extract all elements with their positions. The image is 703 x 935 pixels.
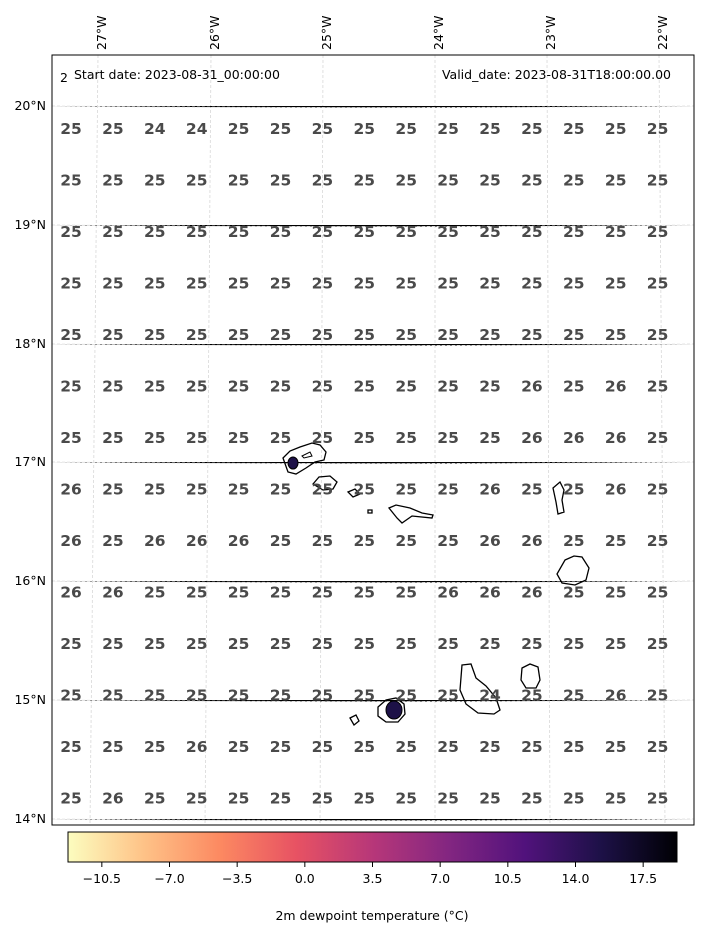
grid-value: 25 — [604, 274, 627, 293]
grid-value: 25 — [269, 171, 292, 190]
grid-value: 25 — [185, 223, 208, 241]
grid-value: 25 — [269, 326, 292, 344]
lon-tick: 27°W — [94, 15, 109, 50]
grid-value: 25 — [144, 274, 166, 293]
grid-value: 25 — [185, 686, 208, 705]
grid-value: 25 — [437, 429, 459, 447]
colorbar-tick-label: 17.5 — [629, 871, 658, 886]
grid-value: 25 — [60, 120, 82, 138]
grid-value: 24 — [479, 686, 501, 705]
grid-value: 25 — [479, 429, 501, 447]
colorbar — [68, 832, 677, 862]
grid-value: 26 — [521, 532, 543, 550]
grid-value: 25 — [60, 686, 82, 705]
grid-value: 25 — [479, 120, 501, 138]
grid-value: 25 — [646, 532, 669, 550]
grid-value: 25 — [102, 532, 124, 550]
start-date-label: Start date: 2023-08-31_00:00:00 — [74, 67, 280, 82]
grid-value: 25 — [437, 223, 459, 241]
grid-value: 25 — [563, 326, 585, 344]
grid-value: 25 — [102, 480, 124, 499]
grid-value: 25 — [60, 377, 82, 396]
grid-value: 25 — [646, 171, 669, 190]
colorbar-tick-label: 14.0 — [561, 871, 590, 886]
longitude-labels — [94, 15, 670, 50]
grid-value: 26 — [479, 480, 501, 499]
grid-value: 25 — [144, 429, 166, 447]
grid-value: 25 — [311, 429, 334, 447]
grid-value: 25 — [144, 686, 166, 705]
contour-high-santo-antao — [288, 457, 298, 469]
grid-value: 25 — [269, 583, 292, 602]
grid-value: 25 — [437, 480, 459, 499]
grid-value: 25 — [437, 120, 459, 138]
grid-value: 25 — [185, 429, 208, 447]
colorbar-tick-label: −7.0 — [154, 871, 185, 886]
grid-value: 25 — [60, 223, 82, 241]
grid-value: 25 — [521, 480, 543, 499]
grid-value: 25 — [395, 326, 417, 344]
grid-value: 25 — [395, 686, 417, 705]
lat-tick: 20°N — [14, 98, 46, 113]
grid-value: 25 — [227, 326, 250, 344]
grid-value: 25 — [144, 738, 166, 756]
grid-value: 25 — [437, 326, 459, 344]
grid-value: 25 — [102, 429, 124, 447]
grid-value: 26 — [521, 377, 543, 396]
grid-value: 25 — [563, 223, 585, 241]
grid-value: 25 — [646, 738, 669, 756]
grid-value: 25 — [395, 223, 417, 241]
grid-value: 25 — [604, 326, 627, 344]
grid-value: 25 — [60, 429, 82, 447]
grid-value: 25 — [479, 738, 501, 756]
grid-value: 26 — [102, 583, 124, 602]
grid-value: 25 — [269, 789, 292, 808]
grid-value: 25 — [353, 789, 376, 808]
grid-value: 25 — [144, 480, 166, 499]
grid-value: 25 — [521, 171, 543, 190]
grid-value: 25 — [144, 635, 166, 653]
grid-value: 25 — [269, 377, 292, 396]
grid-value: 25 — [479, 377, 501, 396]
grid-value: 26 — [604, 429, 627, 447]
grid-value: 25 — [563, 274, 585, 293]
grid-value: 26 — [60, 583, 82, 602]
grid-value: 25 — [395, 429, 417, 447]
grid-value: 25 — [479, 326, 501, 344]
grid-value: 26 — [185, 738, 208, 756]
grid-value: 25 — [563, 583, 585, 602]
grid-value: 25 — [604, 635, 627, 653]
grid-value: 25 — [353, 635, 376, 653]
lat-tick: 15°N — [14, 692, 46, 707]
grid-value: 25 — [604, 738, 627, 756]
grid-value: 25 — [353, 532, 376, 550]
grid-value: 25 — [311, 377, 334, 396]
grid-value: 25 — [102, 686, 124, 705]
grid-value: 26 — [604, 377, 627, 396]
grid-value: 25 — [395, 583, 417, 602]
grid-value: 25 — [311, 532, 334, 550]
grid-value: 25 — [269, 686, 292, 705]
grid-value: 26 — [604, 686, 627, 705]
grid-value: 25 — [144, 326, 166, 344]
grid-value: 25 — [353, 120, 376, 138]
grid-value: 25 — [311, 480, 334, 499]
grid-value: 25 — [144, 377, 166, 396]
grid-value: 25 — [227, 223, 250, 241]
grid-value: 26 — [563, 429, 585, 447]
grid-value: 25 — [646, 326, 669, 344]
grid-value: 25 — [479, 223, 501, 241]
grid-value: 25 — [102, 377, 124, 396]
grid-value: 25 — [479, 171, 501, 190]
grid-value: 25 — [144, 789, 166, 808]
colorbar-tick-label: 0.0 — [294, 871, 315, 886]
grid-value: 25 — [395, 789, 417, 808]
grid-value: 25 — [353, 171, 376, 190]
grid-value: 25 — [60, 326, 82, 344]
grid-value: 25 — [353, 274, 376, 293]
grid-value: 25 — [227, 738, 250, 756]
grid-value: 26 — [437, 583, 459, 602]
lon-tick: 25°W — [319, 15, 334, 50]
grid-value: 25 — [311, 120, 334, 138]
grid-value: 25 — [563, 738, 585, 756]
grid-value: 25 — [395, 120, 417, 138]
grid-value: 25 — [269, 429, 292, 447]
grid-value: 25 — [479, 274, 501, 293]
grid-value: 25 — [144, 223, 166, 241]
grid-value: 25 — [646, 635, 669, 653]
grid-value: 25 — [395, 738, 417, 756]
grid-value: 26 — [144, 532, 166, 550]
lat-tick: 17°N — [14, 454, 46, 469]
grid-value: 25 — [353, 738, 376, 756]
grid-value: 25 — [185, 274, 208, 293]
grid-value: 25 — [102, 223, 124, 241]
grid-value: 25 — [521, 223, 543, 241]
grid-value: 26 — [102, 789, 124, 808]
grid-value: 25 — [185, 326, 208, 344]
grid-value: 25 — [185, 480, 208, 499]
grid-value: 25 — [395, 171, 417, 190]
grid-value: 25 — [102, 171, 124, 190]
grid-value: 25 — [227, 480, 250, 499]
colorbar-tick-label: 10.5 — [493, 871, 522, 886]
grid-value: 26 — [60, 532, 82, 550]
grid-value: 25 — [311, 686, 334, 705]
grid-value: 25 — [60, 738, 82, 756]
grid-value: 25 — [395, 532, 417, 550]
latitude-labels — [14, 98, 46, 826]
grid-value: 26 — [479, 532, 501, 550]
grid-value: 25 — [604, 532, 627, 550]
grid-value: 25 — [269, 223, 292, 241]
grid-value: 25 — [563, 635, 585, 653]
grid-value: 25 — [144, 171, 166, 190]
grid-value: 25 — [353, 326, 376, 344]
grid-value: 25 — [521, 120, 543, 138]
colorbar-ticks — [83, 862, 657, 886]
grid-value: 25 — [269, 120, 292, 138]
grid-value: 25 — [185, 171, 208, 190]
grid-value: 25 — [269, 738, 292, 756]
grid-value: 26 — [604, 480, 627, 499]
grid-value: 26 — [227, 532, 250, 550]
grid-value: 24 — [144, 120, 166, 138]
lat-tick: 14°N — [14, 811, 46, 826]
grid-value: 25 — [102, 738, 124, 756]
grid-value: 25 — [395, 377, 417, 396]
grid-value: 25 — [227, 120, 250, 138]
colorbar-tick-label: −10.5 — [82, 871, 121, 886]
grid-value: 25 — [395, 480, 417, 499]
grid-value: 25 — [604, 120, 627, 138]
grid-value: 25 — [563, 480, 585, 499]
grid-value: 25 — [563, 686, 585, 705]
grid-value: 25 — [227, 635, 250, 653]
lon-tick: 26°W — [207, 15, 222, 50]
grid-value: 25 — [437, 377, 459, 396]
grid-value: 25 — [646, 480, 669, 499]
grid-value: 25 — [60, 789, 82, 808]
grid-value: 25 — [227, 789, 250, 808]
grid-value: 25 — [646, 789, 669, 808]
grid-value: 25 — [102, 326, 124, 344]
grid-value: 26 — [60, 480, 82, 499]
grid-value: 25 — [563, 789, 585, 808]
grid-value: 25 — [395, 635, 417, 653]
grid-value: 25 — [353, 223, 376, 241]
grid-value: 25 — [102, 120, 124, 138]
grid-value: 25 — [269, 274, 292, 293]
grid-value: 25 — [227, 583, 250, 602]
grid-value: 24 — [185, 120, 208, 138]
grid-value: 25 — [604, 223, 627, 241]
grid-value: 25 — [353, 480, 376, 499]
colorbar-tick-label: 7.0 — [430, 871, 451, 886]
lat-tick: 18°N — [14, 336, 46, 351]
grid-value: 25 — [185, 377, 208, 396]
valid-date-label: Valid_date: 2023-08-31T18:00:00.00 — [441, 67, 671, 82]
grid-value: 25 — [521, 326, 543, 344]
colorbar-tick-label: 3.5 — [362, 871, 383, 886]
grid-value: 25 — [521, 274, 543, 293]
grid-value: 25 — [102, 274, 124, 293]
grid-value: 25 — [227, 429, 250, 447]
grid-value: 25 — [437, 635, 459, 653]
grid-value: 25 — [604, 171, 627, 190]
grid-value: 25 — [60, 274, 82, 293]
grid-value: 25 — [646, 274, 669, 293]
grid-value: 25 — [437, 171, 459, 190]
grid-value: 25 — [227, 686, 250, 705]
grid-value: 25 — [353, 686, 376, 705]
grid-value: 25 — [479, 789, 501, 808]
lon-tick: 24°W — [431, 15, 446, 50]
grid-value: 25 — [102, 635, 124, 653]
colorbar-label: 2m dewpoint temperature (°C) — [275, 908, 469, 923]
grid-value: 25 — [521, 686, 543, 705]
grid-value: 25 — [437, 274, 459, 293]
grid-value: 25 — [353, 429, 376, 447]
grid-value: 26 — [479, 583, 501, 602]
grid-value: 25 — [563, 120, 585, 138]
grid-value: 25 — [563, 171, 585, 190]
corner-digit: 2 — [60, 70, 68, 85]
grid-value: 25 — [311, 274, 334, 293]
grid-value: 25 — [521, 738, 543, 756]
grid-value: 25 — [437, 686, 459, 705]
colorbar-tick-label: −3.5 — [221, 871, 253, 886]
grid-value: 25 — [604, 789, 627, 808]
grid-value: 25 — [437, 789, 459, 808]
grid-value: 25 — [185, 583, 208, 602]
grid-value: 25 — [144, 583, 166, 602]
grid-value: 25 — [60, 635, 82, 653]
grid-value: 25 — [311, 583, 334, 602]
grid-value: 25 — [227, 377, 250, 396]
lat-tick: 16°N — [14, 573, 46, 588]
grid-value: 25 — [521, 635, 543, 653]
lon-tick: 23°W — [543, 15, 558, 50]
grid-value: 25 — [646, 686, 669, 705]
grid-value: 25 — [563, 377, 585, 396]
grid-value: 25 — [311, 223, 334, 241]
grid-value: 25 — [437, 532, 459, 550]
grid-value: 25 — [646, 223, 669, 241]
grid-value: 25 — [521, 789, 543, 808]
lon-tick: 22°W — [655, 15, 670, 50]
grid-value: 25 — [563, 532, 585, 550]
grid-value: 26 — [521, 429, 543, 447]
grid-value: 25 — [395, 274, 417, 293]
grid-value: 25 — [353, 377, 376, 396]
grid-value: 25 — [311, 635, 334, 653]
grid-value: 25 — [269, 635, 292, 653]
grid-value: 26 — [521, 583, 543, 602]
grid-value: 25 — [311, 789, 334, 808]
grid-value: 25 — [646, 377, 669, 396]
grid-value: 25 — [185, 635, 208, 653]
grid-value: 25 — [353, 583, 376, 602]
grid-value: 25 — [227, 274, 250, 293]
grid-value: 25 — [646, 120, 669, 138]
grid-value: 25 — [479, 635, 501, 653]
grid-value: 25 — [60, 171, 82, 190]
lat-tick: 19°N — [14, 217, 46, 232]
grid-value: 25 — [646, 583, 669, 602]
grid-value: 25 — [311, 326, 334, 344]
grid-value: 25 — [604, 583, 627, 602]
grid-value: 26 — [185, 532, 208, 550]
grid-value: 25 — [227, 171, 250, 190]
grid-value: 25 — [269, 532, 292, 550]
grid-value: 25 — [311, 171, 334, 190]
grid-value: 25 — [646, 429, 669, 447]
grid-value: 25 — [269, 480, 292, 499]
grid-value: 25 — [185, 789, 208, 808]
grid-value: 25 — [437, 738, 459, 756]
grid-value: 25 — [311, 738, 334, 756]
